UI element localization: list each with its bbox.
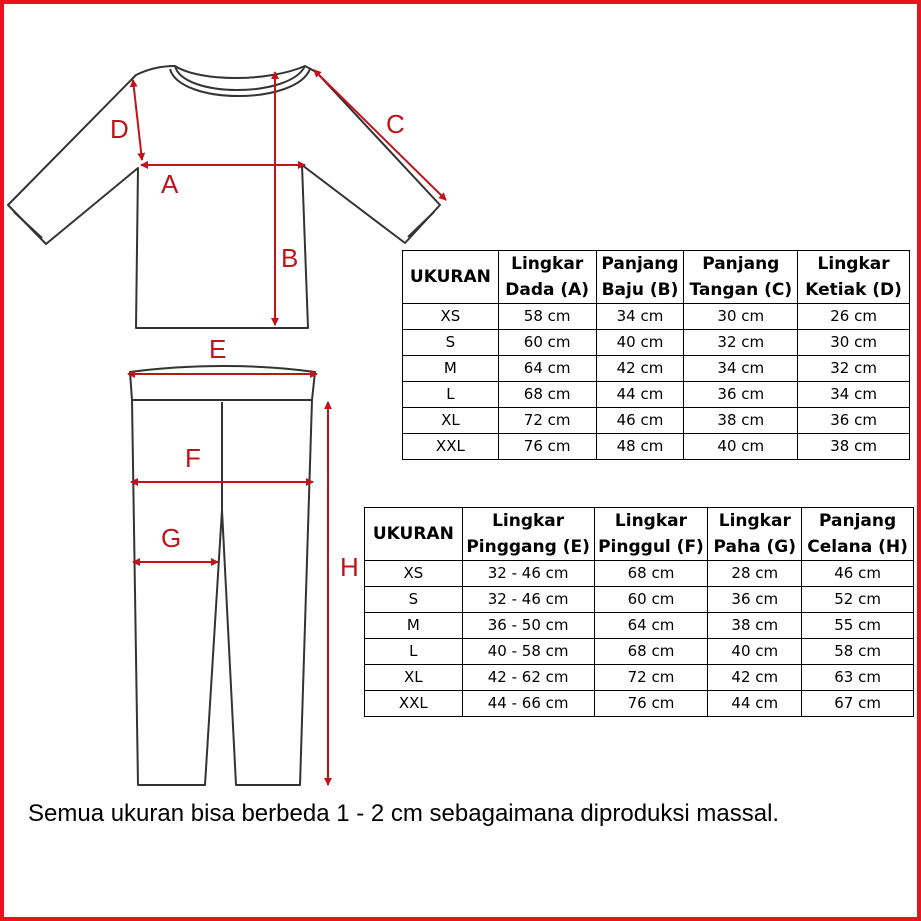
cell: XXL [403,434,499,460]
table-row [403,382,910,408]
cell: 30 cm [684,304,798,330]
cell: 36 cm [798,408,910,434]
cell: L [365,639,463,665]
table-row [403,408,910,434]
header-lingkar-pinggul: Lingkar Pinggul (F) [594,508,708,561]
cell: 60 cm [594,587,708,613]
cell: 32 - 46 cm [462,587,594,613]
cell: 60 cm [498,330,596,356]
shirt-icon [8,66,440,328]
table-header-row [365,508,914,561]
disclaimer-note: Semua ukuran bisa berbeda 1 - 2 cm sebagaimana diproduksi massal. [28,800,780,827]
cell: 64 cm [594,613,708,639]
cell: 67 cm [802,691,914,717]
cell: 30 cm [798,330,910,356]
cell: 68 cm [594,561,708,587]
header-ukuran: UKURAN [365,508,463,561]
header-lingkar-dada: Lingkar Dada (A) [498,251,596,304]
cell: XS [365,561,463,587]
label-h: H [340,552,359,582]
header-lingkar-ketiak: Lingkar Ketiak (D) [798,251,910,304]
cell: 52 cm [802,587,914,613]
label-e: E [209,334,227,364]
cell: 40 cm [684,434,798,460]
header-panjang-tangan: Panjang Tangan (C) [684,251,798,304]
table-row [403,304,910,330]
cell: 38 cm [684,408,798,434]
label-c: C [386,109,405,139]
cell: 36 cm [684,382,798,408]
table-row [365,665,914,691]
pants-size-table [364,507,914,717]
pants-icon [130,366,315,785]
cell: M [365,613,463,639]
table-row [365,587,914,613]
cell: 68 cm [594,639,708,665]
cell: XXL [365,691,463,717]
cell: XS [403,304,499,330]
cell: 46 cm [596,408,684,434]
cell: 76 cm [594,691,708,717]
table-row [365,613,914,639]
table-header-row [403,251,910,304]
header-panjang-baju: Panjang Baju (B) [596,251,684,304]
cell: S [365,587,463,613]
cell: 44 cm [708,691,802,717]
label-a: A [161,169,179,199]
cell: 76 cm [498,434,596,460]
table-row [365,561,914,587]
cell: 55 cm [802,613,914,639]
header-panjang-celana: Panjang Celana (H) [802,508,914,561]
cell: 63 cm [802,665,914,691]
cell: 38 cm [798,434,910,460]
label-b: B [281,243,299,273]
cell: 32 cm [798,356,910,382]
header-lingkar-paha: Lingkar Paha (G) [708,508,802,561]
cell: 72 cm [594,665,708,691]
cell: 34 cm [596,304,684,330]
cell: XL [403,408,499,434]
cell: 26 cm [798,304,910,330]
cell: 72 cm [498,408,596,434]
table-row [403,434,910,460]
table-row [365,639,914,665]
cell: 34 cm [684,356,798,382]
cell: 68 cm [498,382,596,408]
cell: 36 - 50 cm [462,613,594,639]
cell: 58 cm [498,304,596,330]
table-row [403,356,910,382]
cell: 42 cm [708,665,802,691]
cell: 40 cm [708,639,802,665]
label-g: G [161,523,182,553]
cell: 42 cm [596,356,684,382]
cell: 32 - 46 cm [462,561,594,587]
cell: 42 - 62 cm [462,665,594,691]
cell: XL [365,665,463,691]
cell: 28 cm [708,561,802,587]
header-ukuran: UKURAN [403,251,499,304]
shirt-size-table [402,250,910,460]
cell: 36 cm [708,587,802,613]
cell: 44 cm [596,382,684,408]
label-d: D [110,114,129,144]
cell: 64 cm [498,356,596,382]
label-f: F [185,443,201,473]
cell: 38 cm [708,613,802,639]
table-row [365,691,914,717]
cell: 34 cm [798,382,910,408]
cell: 58 cm [802,639,914,665]
cell: 32 cm [684,330,798,356]
cell: 44 - 66 cm [462,691,594,717]
cell: 40 - 58 cm [462,639,594,665]
cell: 46 cm [802,561,914,587]
cell: 40 cm [596,330,684,356]
header-lingkar-pinggang: Lingkar Pinggang (E) [462,508,594,561]
cell: 48 cm [596,434,684,460]
cell: S [403,330,499,356]
cell: L [403,382,499,408]
table-row [403,330,910,356]
cell: M [403,356,499,382]
